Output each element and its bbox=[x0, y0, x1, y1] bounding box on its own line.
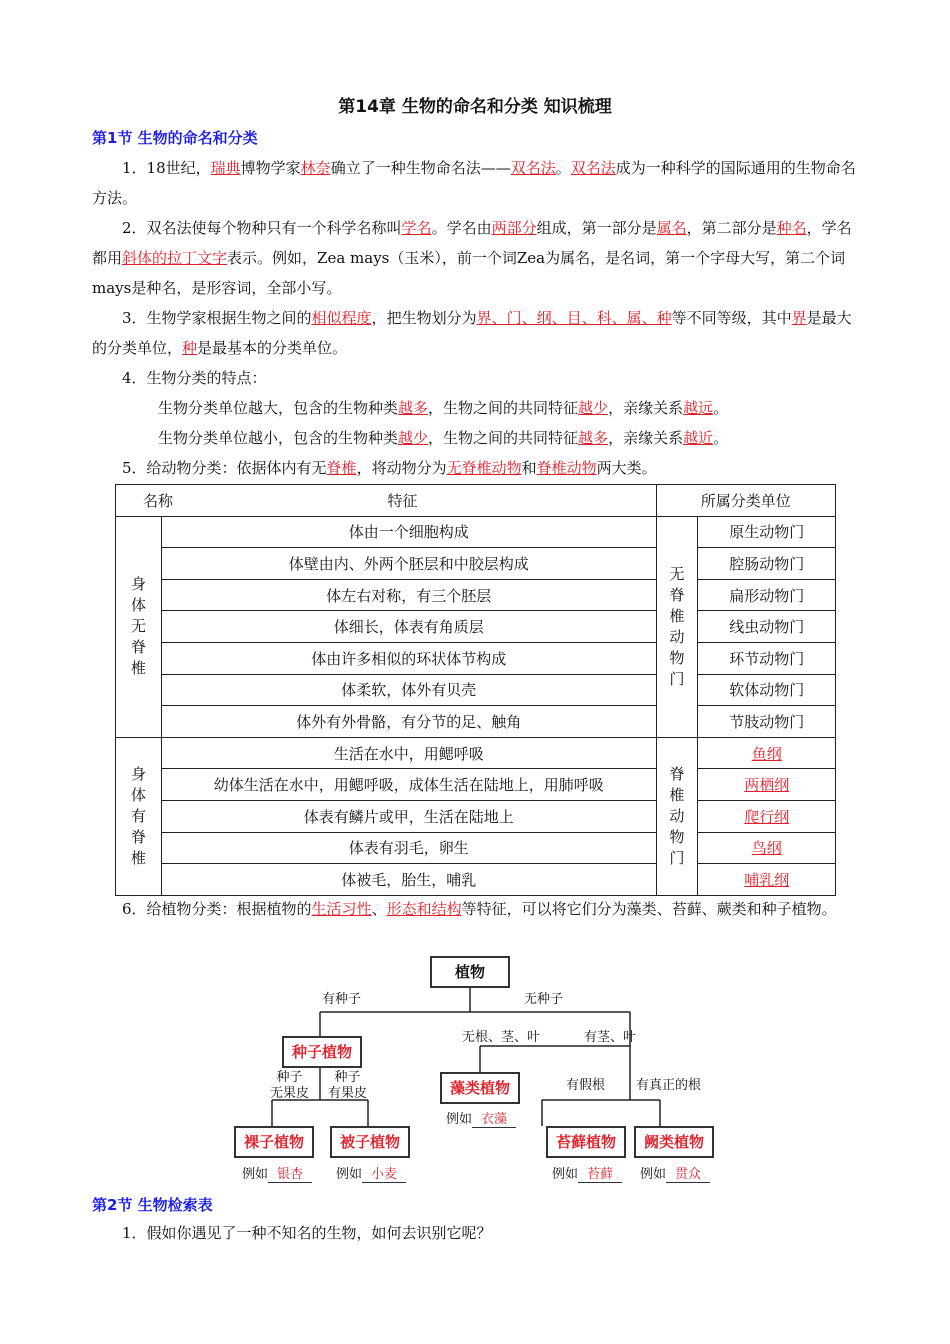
paragraph-5: 5．给动物分类：依据体内有无脊椎，将动物分为无脊椎动物和脊椎动物两大类。 bbox=[122, 459, 657, 477]
unit-cell: 线虫动物门 bbox=[698, 611, 836, 643]
group-vertebrate-name: 身 体 有 脊 椎 bbox=[116, 737, 162, 895]
unit-cell: 软体动物门 bbox=[698, 674, 836, 706]
angiosperm-example: 例如 小麦 bbox=[336, 1163, 406, 1183]
section-1-text bbox=[92, 153, 860, 483]
table-row bbox=[116, 516, 836, 548]
table-row bbox=[116, 832, 836, 864]
gymnosperm-node: 裸子植物 bbox=[234, 1126, 314, 1158]
algae-node: 藻类植物 bbox=[440, 1072, 520, 1104]
false-root-label: 有假根 bbox=[566, 1078, 606, 1093]
section-2-paragraph-1: 1．假如你遇见了一种不知名的生物，如何去识别它呢？ bbox=[122, 1224, 492, 1242]
paragraph-4-head: 4．生物分类的特点： bbox=[122, 369, 267, 387]
no-seed-label: 无种子 bbox=[524, 992, 564, 1007]
feature-cell: 体表有羽毛，卵生 bbox=[161, 832, 656, 864]
table-header-row bbox=[116, 485, 836, 517]
section-2-heading: 第2节 生物检索表 bbox=[92, 1196, 213, 1214]
feature-cell: 体壁由内、外两个胚层和中胶层构成 bbox=[161, 548, 656, 580]
header-unit: 所属分类单位 bbox=[656, 485, 835, 517]
group-vertebrate-phylum: 脊 椎 动 物 门 bbox=[656, 737, 698, 895]
plant-classification-tree bbox=[230, 950, 720, 1185]
unit-cell: 节肢动物门 bbox=[698, 706, 836, 738]
table-row bbox=[116, 864, 836, 896]
seed-has-pericarp-label: 种子 有果皮 bbox=[328, 1070, 368, 1101]
feature-cell: 体由许多相似的环状体节构成 bbox=[161, 642, 656, 674]
table-row bbox=[116, 674, 836, 706]
unit-cell: 两栖纲 bbox=[698, 769, 836, 801]
moss-example: 例如 苔藓 bbox=[552, 1163, 622, 1183]
table-row bbox=[116, 548, 836, 580]
seed-plants-node: 种子植物 bbox=[282, 1036, 362, 1068]
header-feature: 特征 bbox=[387, 491, 418, 510]
unit-cell: 哺乳纲 bbox=[698, 864, 836, 896]
feature-cell: 体柔软，体外有贝壳 bbox=[161, 674, 656, 706]
table-row bbox=[116, 737, 836, 769]
true-root-label: 有真正的根 bbox=[636, 1078, 702, 1093]
page-title: 第14章 生物的命名和分类 知识梳理 bbox=[338, 97, 612, 117]
unit-cell: 原生动物门 bbox=[698, 516, 836, 548]
table-row bbox=[116, 769, 836, 801]
feature-cell: 体外有外骨骼，有分节的足、触角 bbox=[161, 706, 656, 738]
unit-cell: 环节动物门 bbox=[698, 642, 836, 674]
unit-cell: 爬行纲 bbox=[698, 800, 836, 832]
unit-cell: 扁形动物门 bbox=[698, 579, 836, 611]
section-2-text bbox=[92, 1218, 860, 1248]
table-row bbox=[116, 800, 836, 832]
plant-root-node: 植物 bbox=[430, 956, 510, 988]
header-name: 名称 bbox=[142, 491, 173, 510]
feature-cell: 幼体生活在水中，用鳃呼吸，成体生活在陆地上，用肺呼吸 bbox=[161, 769, 656, 801]
section-1-heading: 第1节 生物的命名和分类 bbox=[92, 129, 258, 147]
table-row bbox=[116, 579, 836, 611]
paragraph-3: 3．生物学家根据生物之间的相似程度，把生物划分为界、门、纲、目、科、属、种等不同等级，其中界是最大的分类单位，种是最基本的分类单位。 bbox=[92, 309, 852, 357]
has-seed-label: 有种子 bbox=[322, 992, 362, 1007]
feature-cell: 生活在水中，用鳃呼吸 bbox=[161, 737, 656, 769]
moss-node: 苔藓植物 bbox=[546, 1126, 626, 1158]
fern-example: 例如 贯众 bbox=[640, 1163, 710, 1183]
feature-cell: 体被毛，胎生，哺乳 bbox=[161, 864, 656, 896]
paragraph-6-block bbox=[92, 894, 860, 924]
feature-cell: 体表有鳞片或甲，生活在陆地上 bbox=[161, 800, 656, 832]
group-invertebrate-phylum: 无 脊 椎 动 物 门 bbox=[656, 516, 698, 737]
feature-cell: 体细长，体表有角质层 bbox=[161, 611, 656, 643]
no-root-stem-leaf-label: 无根、茎、叶 bbox=[462, 1030, 541, 1045]
has-stem-leaf-label: 有茎、叶 bbox=[584, 1030, 637, 1045]
angiosperm-node: 被子植物 bbox=[330, 1126, 410, 1158]
unit-cell: 鱼纲 bbox=[698, 737, 836, 769]
table-row bbox=[116, 706, 836, 738]
paragraph-4-line-2: 生物分类单位越小，包含的生物种类越少，生物之间的共同特征越多，亲缘关系越近。 bbox=[158, 429, 729, 447]
group-invertebrate-name: 身 体 无 脊 椎 bbox=[116, 516, 162, 737]
animal-classification-table bbox=[115, 484, 836, 896]
paragraph-4-line-1: 生物分类单位越大，包含的生物种类越多，生物之间的共同特征越少，亲缘关系越远。 bbox=[158, 399, 729, 417]
fern-node: 阙类植物 bbox=[634, 1126, 714, 1158]
paragraph-2: 2．双名法使每个物种只有一个科学名称叫学名。学名由两部分组成，第一部分是属名，第二部分是种名，学名都用斜体的拉丁文字表示。例如，Zea mays（玉米），前一个词Zea为属名，是名词，第一个字母大写，第二个词mays是种名，是形容词，全部小写。 bbox=[92, 219, 852, 297]
unit-cell: 鸟纲 bbox=[698, 832, 836, 864]
gymnosperm-example: 例如 银杏 bbox=[242, 1163, 312, 1183]
paragraph-1: 1．18世纪，瑞典博物学家林奈确立了一种生物命名法——双名法。双名法成为一种科学的国际通用的生物命名方法。 bbox=[92, 159, 856, 207]
table-row bbox=[116, 611, 836, 643]
seed-no-pericarp-label: 种子 无果皮 bbox=[270, 1070, 310, 1101]
unit-cell: 腔肠动物门 bbox=[698, 548, 836, 580]
paragraph-6: 6．给植物分类：根据植物的生活习性、形态和结构等特征，可以将它们分为藻类、苔藓、蕨类和种子植物。 bbox=[122, 900, 837, 918]
table-row bbox=[116, 642, 836, 674]
table-header bbox=[116, 485, 657, 517]
feature-cell: 体左右对称，有三个胚层 bbox=[161, 579, 656, 611]
algae-example: 例如 衣藻 bbox=[446, 1108, 516, 1128]
feature-cell: 体由一个细胞构成 bbox=[161, 516, 656, 548]
